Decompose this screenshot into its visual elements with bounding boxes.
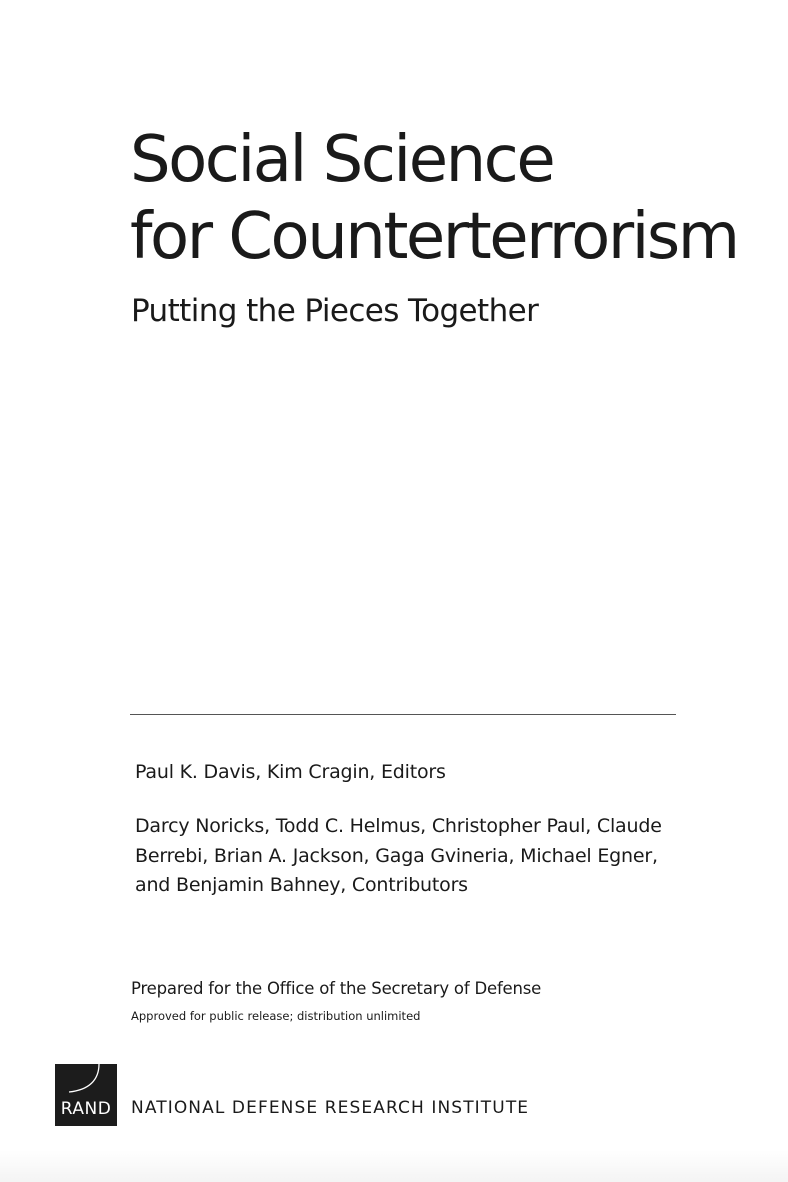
contributors-line-1: Darcy Noricks, Todd C. Helmus, Christopher Paul, Claude xyxy=(135,815,662,837)
contributors-block xyxy=(135,812,662,901)
prepared-for-line: Prepared for the Office of the Secretary of Defense xyxy=(131,979,542,998)
book-title-line-2: for Counterterrorism xyxy=(130,200,738,274)
rand-logo-icon xyxy=(55,1064,117,1126)
contributors-line-2: Berrebi, Brian A. Jackson, Gaga Gvineria, Michael Egner, xyxy=(135,844,658,867)
divider-rule xyxy=(130,714,676,715)
page-bottom-shade xyxy=(0,1150,788,1182)
institute-name: NATIONAL DEFENSE RESEARCH INSTITUTE xyxy=(131,1098,530,1118)
book-subtitle: Putting the Pieces Together xyxy=(131,293,539,329)
contributors-line-3: and Benjamin Bahney, Contributors xyxy=(135,874,468,896)
rand-logo-text: RAND xyxy=(60,1099,112,1119)
book-title-line-1: Social Science xyxy=(130,123,554,197)
release-note: Approved for public release; distribution unlimited xyxy=(131,1009,421,1023)
editors-line: Paul K. Davis, Kim Cragin, Editors xyxy=(135,761,446,783)
book-title xyxy=(130,122,738,276)
